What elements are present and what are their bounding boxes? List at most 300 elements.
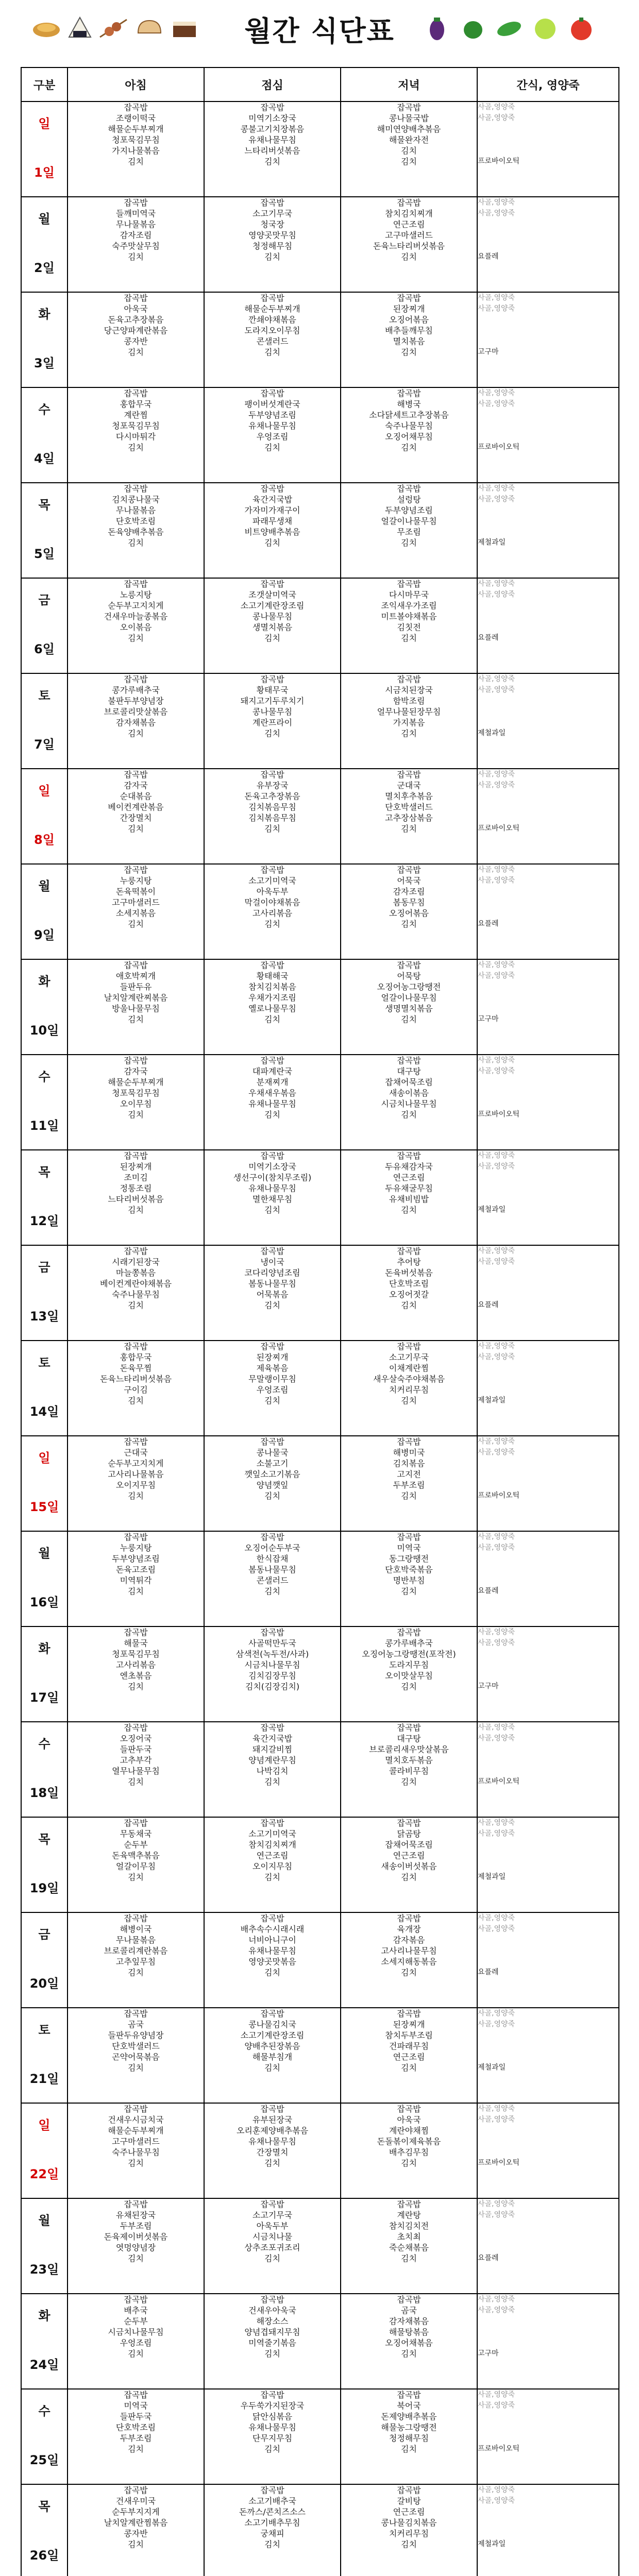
dinner-cell xyxy=(341,292,477,387)
snack-item xyxy=(478,1766,618,1776)
snack-item: 사골,영양죽 xyxy=(478,1734,515,1742)
breakfast-item: 김치 xyxy=(128,252,144,262)
breakfast-item: 콩자반 xyxy=(124,336,148,346)
day-of-week: 수 xyxy=(38,1070,51,1084)
day-cell xyxy=(21,1245,68,1341)
day-of-week: 금 xyxy=(38,1260,51,1275)
snack-item xyxy=(478,1755,618,1766)
breakfast-item: 숙주나물무침 xyxy=(112,2147,160,2157)
lunch-item: 멸한채무침 xyxy=(252,1194,293,1204)
dinner-item: 돈육버섯볶음 xyxy=(385,1268,433,1278)
dinner-item: 얼무나물된장무침 xyxy=(377,707,441,717)
lunch-item: 김치 xyxy=(264,1491,280,1501)
breakfast-item: 들판두유 xyxy=(120,982,152,992)
dinner-item: 김치 xyxy=(401,919,417,929)
dinner-item: 김치 xyxy=(401,157,417,166)
lunch-item: 콩나물무침 xyxy=(252,707,293,717)
col-header-dinner: 저녁 xyxy=(341,67,477,101)
lunch-item: 파래무생채 xyxy=(252,516,293,526)
dinner-item: 잡곡밥 xyxy=(397,484,421,494)
dinner-item: 해물탕볶음 xyxy=(389,2327,429,2337)
lunch-cell xyxy=(204,1626,341,1722)
lunch-item: 아욱두부 xyxy=(256,2221,289,2231)
dinner-item: 두부양념조림 xyxy=(385,505,433,515)
lunch-item: 육간지국밥 xyxy=(252,495,293,504)
dinner-item: 미트볼야채볶음 xyxy=(381,612,437,621)
dinner-item: 시금치된장국 xyxy=(385,685,433,695)
day-row xyxy=(21,483,619,578)
breakfast-item: 아욱국 xyxy=(124,304,148,314)
dinner-item: 계란야채찜 xyxy=(389,2126,429,2136)
breakfast-item: 해물순두부찌개 xyxy=(108,1077,164,1087)
snack-item: 사골,영양죽 xyxy=(478,675,515,683)
breakfast-cell xyxy=(68,2198,204,2294)
snack-item xyxy=(478,1744,618,1755)
lunch-item: 유채나물무침 xyxy=(248,2422,296,2432)
breakfast-item: 엔초볶음 xyxy=(120,1671,152,1681)
snack-item xyxy=(478,145,618,156)
dinner-cell xyxy=(341,673,477,769)
dinner-item: 오징어채무침 xyxy=(385,432,433,442)
breakfast-item: 김치 xyxy=(128,2349,144,2359)
day-date: 16일 xyxy=(29,1595,59,1609)
dinner-cell xyxy=(341,483,477,578)
snack-item xyxy=(478,1480,618,1490)
breakfast-item: 김치콩나물국 xyxy=(112,495,160,504)
snack-item: 사골,영양죽 xyxy=(478,2486,515,2494)
dinner-item: 잡곡밥 xyxy=(397,674,421,684)
dinner-item: 배추김무침 xyxy=(389,2147,429,2157)
breakfast-cell xyxy=(68,1245,204,1341)
breakfast-item: 잡곡밥 xyxy=(124,2104,148,2114)
dinner-item: 북어국 xyxy=(397,2401,421,2411)
snack-cell xyxy=(477,864,619,959)
snack-item xyxy=(478,908,618,919)
snack-item xyxy=(478,611,618,622)
lunch-item: 잡곡밥 xyxy=(260,770,284,779)
breakfast-item: 고추부각 xyxy=(120,1755,152,1765)
dinner-item: 새우살숙주야채볶음 xyxy=(373,1374,445,1384)
dinner-item: 육개장 xyxy=(397,1924,421,1934)
snack-item: 사골,영양죽 xyxy=(478,198,515,207)
breakfast-item: 청포묵김무침 xyxy=(112,1088,160,1098)
breakfast-cell xyxy=(68,1722,204,1817)
breakfast-item: 들판두국 xyxy=(120,2412,152,2421)
dinner-item: 고지전 xyxy=(397,1469,421,1479)
breakfast-item: 고사리나물볶음 xyxy=(108,1469,164,1479)
snack-item xyxy=(478,1077,618,1088)
breakfast-item: 김치 xyxy=(128,443,144,452)
day-of-week: 수 xyxy=(38,1737,51,1751)
breakfast-cell xyxy=(68,101,204,197)
snack-cell xyxy=(477,1722,619,1817)
snack-item: 사골,영양죽 xyxy=(478,1628,515,1636)
lunch-cell xyxy=(204,673,341,769)
snack-item: 프로바이오틱 xyxy=(478,2159,520,2167)
col-header-day: 구분 xyxy=(21,67,68,101)
dinner-item: 대구탕 xyxy=(397,1734,421,1743)
lunch-item: 황태해국 xyxy=(256,971,289,981)
lunch-cell xyxy=(204,2198,341,2294)
breakfast-item: 엿멍양념장 xyxy=(115,2243,156,2252)
breakfast-item: 오이지무침 xyxy=(115,1480,156,1490)
day-row xyxy=(21,101,619,197)
dinner-item: 잡곡밥 xyxy=(397,770,421,779)
snack-item: 사골,영양죽 xyxy=(478,495,515,503)
breakfast-item: 김치 xyxy=(128,919,144,929)
snack-item: 제철과일 xyxy=(478,2063,506,2072)
day-row xyxy=(21,578,619,673)
day-of-week: 수 xyxy=(38,402,51,417)
dinner-item: 새송이볶음 xyxy=(389,1088,429,1098)
dinner-cell xyxy=(341,1150,477,1245)
breakfast-item: 돈육고조림 xyxy=(115,1565,156,1574)
dinner-item: 잡곡밥 xyxy=(397,198,421,208)
day-row xyxy=(21,1817,619,1912)
lunch-item: 김치 xyxy=(264,1968,280,1977)
lunch-item: 소고기미역국 xyxy=(248,1829,296,1839)
breakfast-item: 잡곡밥 xyxy=(124,960,148,970)
lunch-item: 돈육고추장볶음 xyxy=(244,791,300,801)
dinner-item: 청정해무침 xyxy=(389,2433,429,2443)
dinner-item: 치커리무침 xyxy=(389,2529,429,2538)
dinner-item: 멸치후추볶음 xyxy=(385,791,433,801)
lunch-item: 된장찌개 xyxy=(256,1352,289,1362)
snack-item xyxy=(478,241,618,251)
dinner-item: 김치 xyxy=(401,1491,417,1501)
dinner-item: 돈돌볶이제육볶음 xyxy=(377,2137,441,2146)
snack-item: 프로바이오틱 xyxy=(478,1492,520,1500)
dinner-item: 잡곡밥 xyxy=(397,2390,421,2400)
lunch-item: 유채나물무침 xyxy=(248,1183,296,1193)
snack-item xyxy=(478,1098,618,1109)
lunch-item: 소고기계란장조림 xyxy=(240,2030,305,2040)
breakfast-item: 느타리버섯볶음 xyxy=(108,1194,164,1204)
breakfast-item: 잡곡밥 xyxy=(124,388,148,398)
snack-item xyxy=(478,2242,618,2253)
snack-item: 사골,영양죽 xyxy=(478,400,515,408)
snack-item xyxy=(478,2125,618,2136)
dinner-item: 된장찌개 xyxy=(393,304,425,314)
breakfast-item: 잡곡밥 xyxy=(124,1437,148,1447)
dinner-item: 해물완자전 xyxy=(389,135,429,145)
snack-item xyxy=(478,1935,618,1945)
snack-item xyxy=(478,1194,618,1205)
snack-item: 사골,영양죽 xyxy=(478,1056,515,1064)
lunch-cell xyxy=(204,864,341,959)
lunch-item: 잡곡밥 xyxy=(260,579,284,589)
snack-item: 프로바이오틱 xyxy=(478,824,520,833)
breakfast-item: 고구마샐러드 xyxy=(112,897,160,907)
breakfast-item: 김치 xyxy=(128,1110,144,1120)
dinner-cell xyxy=(341,2484,477,2576)
dinner-item: 김치 xyxy=(401,347,417,357)
dinner-item: 김치 xyxy=(401,2539,417,2549)
breakfast-item: 돈육느타리버섯볶음 xyxy=(99,1374,172,1384)
breakfast-item: 홍합무국 xyxy=(120,1352,152,1362)
dinner-item: 계란탕 xyxy=(397,2210,421,2220)
snack-item xyxy=(478,2030,618,2041)
dinner-cell xyxy=(341,1436,477,1531)
lunch-item: 생선구이(참치무조림) xyxy=(233,1173,312,1182)
dinner-item: 콩가루배추국 xyxy=(385,1638,433,1648)
breakfast-item: 잡곡밥 xyxy=(124,1818,148,1828)
lunch-item: 김치 xyxy=(264,2063,280,2073)
day-of-week: 일 xyxy=(38,116,51,131)
lunch-item: 유부장국 xyxy=(256,781,289,790)
day-cell xyxy=(21,2198,68,2294)
dinner-item: 단호박샐러드 xyxy=(385,802,433,812)
dinner-item: 미역국 xyxy=(397,1543,421,1553)
dinner-item: 김치 xyxy=(401,1586,417,1596)
lunch-item: 김치 xyxy=(264,1014,280,1024)
day-of-week: 토 xyxy=(38,2023,51,2037)
lunch-item: 김치 xyxy=(264,252,280,262)
dinner-item: 김치 xyxy=(401,2253,417,2263)
snack-item: 사골,영양죽 xyxy=(478,590,515,599)
breakfast-item: 김치 xyxy=(128,1300,144,1310)
snack-item xyxy=(478,897,618,908)
lunch-item: 돼지고기두루치기 xyxy=(240,696,305,706)
lunch-item: 김치 xyxy=(264,1396,280,1405)
breakfast-cell xyxy=(68,2389,204,2484)
day-of-week: 화 xyxy=(38,974,51,989)
snack-item xyxy=(478,622,618,633)
snack-item: 요플레 xyxy=(478,1587,499,1595)
dinner-item: 잡곡밥 xyxy=(397,1723,421,1733)
dinner-item: 대구탕 xyxy=(397,1066,421,1076)
dinner-item: 추어탕 xyxy=(397,1257,421,1267)
breakfast-item: 두부양념조림 xyxy=(112,1554,160,1564)
snack-item: 고구마 xyxy=(478,2349,499,2358)
dinner-item: 군대국 xyxy=(397,781,421,790)
dinner-item: 함박조림 xyxy=(393,696,425,706)
dinner-cell xyxy=(341,197,477,292)
dinner-item: 김치 xyxy=(401,824,417,834)
lunch-item: 깻잎소고기볶음 xyxy=(244,1469,300,1479)
lunch-item: 콩나물무침 xyxy=(252,612,293,621)
lunch-item: 김치 xyxy=(264,1300,280,1310)
breakfast-item: 시래기된장국 xyxy=(112,1257,160,1267)
breakfast-item: 순두부 xyxy=(124,1840,148,1850)
snack-item xyxy=(478,2041,618,2052)
snack-item: 사골,영양죽 xyxy=(478,103,515,111)
breakfast-cell xyxy=(68,2008,204,2103)
snack-item: 사골,영양죽 xyxy=(478,1258,515,1266)
day-cell xyxy=(21,864,68,959)
lunch-item: 잡곡밥 xyxy=(260,484,284,494)
snack-item: 사골,영양죽 xyxy=(478,1353,515,1361)
dinner-item: 브로콜리새우맛살볶음 xyxy=(369,1744,449,1754)
day-of-week: 목 xyxy=(38,1832,51,1846)
snack-item xyxy=(478,420,618,431)
breakfast-item: 돈육떡볶이 xyxy=(115,887,156,896)
breakfast-item: 미역튀각 xyxy=(120,1575,152,1585)
day-of-week: 화 xyxy=(38,1641,51,1656)
lunch-item: 닭안심볶음 xyxy=(252,2412,293,2421)
snack-cell xyxy=(477,673,619,769)
breakfast-item: 순두부고지치게 xyxy=(108,1459,164,1468)
snack-item xyxy=(478,1670,618,1681)
snack-cell xyxy=(477,1150,619,1245)
dinner-item: 곰국 xyxy=(401,2306,417,2315)
day-date: 5일 xyxy=(34,547,55,561)
day-row xyxy=(21,2008,619,2103)
snack-item xyxy=(478,1839,618,1850)
dinner-item: 오징어농그랑땡전(포작전) xyxy=(362,1649,456,1659)
lunch-item: 유채나물무침 xyxy=(248,421,296,431)
breakfast-item: 잡곡밥 xyxy=(124,579,148,589)
dinner-item: 초치최 xyxy=(397,2232,421,2242)
breakfast-item: 돈육제이버섯볶음 xyxy=(104,2232,168,2242)
lunch-item: 우엉조림 xyxy=(256,1385,289,1395)
snack-item: 사골,영양죽 xyxy=(478,389,515,397)
snack-item xyxy=(478,516,618,527)
day-row xyxy=(21,1341,619,1436)
snack-item: 제철과일 xyxy=(478,1873,506,1881)
lunch-item: 김치 xyxy=(264,2253,280,2263)
breakfast-item: 조랭이떡국 xyxy=(115,113,156,123)
lunch-item: 김치 xyxy=(264,1110,280,1120)
breakfast-item: 누룽지탕 xyxy=(120,876,152,886)
breakfast-item: 잡곡밥 xyxy=(124,1342,148,1351)
snack-item xyxy=(478,696,618,706)
dinner-item: 숙주나물무침 xyxy=(385,421,433,431)
day-row xyxy=(21,1245,619,1341)
dinner-cell xyxy=(341,864,477,959)
breakfast-cell xyxy=(68,1531,204,1626)
snack-item xyxy=(478,2231,618,2242)
breakfast-item: 당근양파계란볶음 xyxy=(104,326,168,335)
day-row xyxy=(21,2198,619,2294)
lunch-item: 막걸이야채볶음 xyxy=(244,897,300,907)
lunch-item: 상추조포귀조리 xyxy=(244,2243,300,2252)
lunch-item: 미역기소장국 xyxy=(248,113,296,123)
lunch-item: 청국장 xyxy=(260,219,284,229)
dinner-item: 시금치나물무침 xyxy=(381,1099,437,1109)
day-of-week: 일 xyxy=(38,784,51,798)
dinner-item: 참치두부조림 xyxy=(385,2030,433,2040)
lunch-item: 봄동나물무침 xyxy=(248,1565,296,1574)
snack-item xyxy=(478,1659,618,1670)
lunch-item: 양념계란무침 xyxy=(248,1755,296,1765)
dinner-item: 김치 xyxy=(401,1110,417,1120)
day-row xyxy=(21,673,619,769)
snack-cell xyxy=(477,1436,619,1531)
day-cell xyxy=(21,578,68,673)
lunch-item: 콘샐러드 xyxy=(256,336,289,346)
day-cell xyxy=(21,197,68,292)
lunch-item: 돼지갈비찜 xyxy=(252,1744,293,1754)
breakfast-item: 김치 xyxy=(128,347,144,357)
snack-cell xyxy=(477,387,619,483)
day-cell xyxy=(21,1722,68,1817)
lunch-item: 잡곡밥 xyxy=(260,2295,284,2304)
breakfast-item: 베이컨계란야채볶음 xyxy=(99,1279,172,1289)
breakfast-item: 잡곡밥 xyxy=(124,1628,148,1637)
dinner-item: 봄동무침 xyxy=(393,897,425,907)
day-row xyxy=(21,2389,619,2484)
lunch-item: 우두쑥가지된장국 xyxy=(240,2401,305,2411)
snack-item: 사골,영양죽 xyxy=(478,304,515,313)
breakfast-item: 콩자반 xyxy=(124,2529,148,2538)
lunch-item: 소고기배추무침 xyxy=(244,2518,300,2528)
breakfast-item: 숙주나물무침 xyxy=(112,1290,160,1299)
snack-cell xyxy=(477,1531,619,1626)
breakfast-item: 순두부고지치게 xyxy=(108,601,164,611)
snack-item: 제철과일 xyxy=(478,1206,506,1214)
breakfast-item: 배추국 xyxy=(124,2306,148,2315)
day-cell xyxy=(21,387,68,483)
snack-item: 사골,영양죽 xyxy=(478,1914,515,1922)
dinner-item: 잡곡밥 xyxy=(397,2009,421,2019)
day-row xyxy=(21,2103,619,2198)
snack-item: 고구마 xyxy=(478,1015,499,1023)
breakfast-cell xyxy=(68,387,204,483)
lunch-item: 소고기미역국 xyxy=(248,876,296,886)
day-cell xyxy=(21,769,68,864)
day-of-week: 월 xyxy=(38,1546,51,1561)
dinner-item: 참치김치전 xyxy=(389,2221,429,2231)
snack-item xyxy=(478,410,618,420)
day-of-week: 목 xyxy=(38,1165,51,1179)
snack-item xyxy=(478,2506,618,2517)
dinner-item: 단호박죽볶음 xyxy=(385,1565,433,1574)
snack-item: 사골,영양죽 xyxy=(478,2295,515,2303)
pepper-icon xyxy=(459,14,487,41)
snack-item: 요플레 xyxy=(478,1968,499,1976)
dinner-item: 연근조림 xyxy=(393,1851,425,1860)
snack-cell xyxy=(477,1912,619,2008)
breakfast-item: 고추잎무침 xyxy=(115,1957,156,1967)
day-of-week: 수 xyxy=(38,2404,51,2418)
snack-item xyxy=(478,2337,618,2348)
lunch-item: 콩불고기치장볶음 xyxy=(240,124,305,134)
lunch-item: 연근조림 xyxy=(256,1851,289,1860)
lunch-item: 콩나물김치국 xyxy=(248,2020,296,2029)
breakfast-item: 단호박조림 xyxy=(115,516,156,526)
snack-cell xyxy=(477,197,619,292)
lunch-item: 느타리버섯볶음 xyxy=(244,146,300,156)
day-date: 24일 xyxy=(29,2358,59,2372)
snack-cell xyxy=(477,1245,619,1341)
breakfast-item: 날치알계란찜볶음 xyxy=(104,2518,168,2528)
lunch-item: 잡곡밥 xyxy=(260,2485,284,2495)
snack-item: 사골,영양죽 xyxy=(478,1639,515,1647)
snack-item xyxy=(478,219,618,230)
snack-item: 사골,영양죽 xyxy=(478,2306,515,2314)
lunch-item: 고사리볶음 xyxy=(252,908,293,918)
day-row xyxy=(21,769,619,864)
snack-cell xyxy=(477,2198,619,2294)
breakfast-item: 오이무침 xyxy=(120,1099,152,1109)
dinner-item: 이채계란찜 xyxy=(389,1363,429,1373)
breakfast-item: 돈육고추장볶음 xyxy=(108,315,164,325)
lunch-item: 잡곡밥 xyxy=(260,293,284,303)
dinner-item: 소세지해동볶음 xyxy=(381,1957,437,1967)
dinner-item: 아욱국 xyxy=(397,2115,421,2125)
lunch-item: 코다리양념조림 xyxy=(244,1268,300,1278)
snack-item: 제철과일 xyxy=(478,1396,506,1404)
dinner-item: 잡곡밥 xyxy=(397,1151,421,1161)
dinner-item: 가지볶음 xyxy=(393,718,425,727)
snack-item: 요플레 xyxy=(478,920,499,928)
dinner-item: 김치 xyxy=(401,2444,417,2454)
dinner-item: 치커리무침 xyxy=(389,1385,429,1395)
lunch-item: 해물부침개 xyxy=(252,2052,293,2062)
snack-item: 사골,영양죽 xyxy=(478,484,515,493)
breakfast-item: 잡곡밥 xyxy=(124,770,148,779)
